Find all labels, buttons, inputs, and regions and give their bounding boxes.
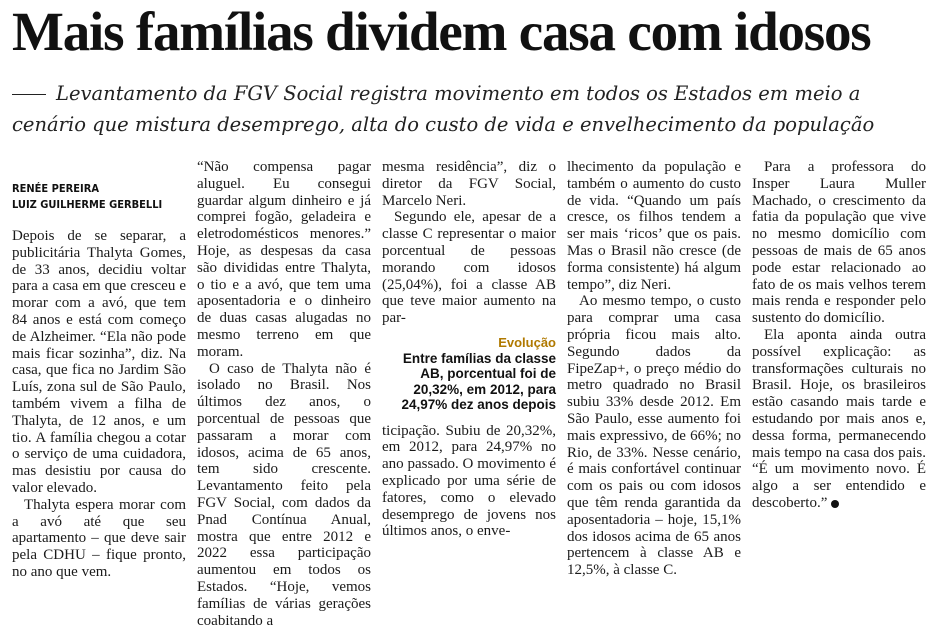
headline: Mais famílias dividem casa com idosos bbox=[12, 1, 871, 62]
paragraph: mesma residência”, diz o diretor da FGV Social, Marcelo Neri. bbox=[382, 159, 556, 209]
paragraph: lhecimento da população e também o aumento do custo de vida. “Quando um país cresce, os filhos tendem a ser mais ‘ricos’ que os pais. Mas o Brasil não cresce (de forma consistente) há algum tempo”, diz Neri. bbox=[567, 159, 741, 293]
highlight-text: Entre famílias da classe AB, porcentual foi de 20,32%, em 2012, para 24,97% dez anos depois bbox=[401, 350, 556, 413]
paragraph bbox=[752, 327, 926, 512]
paragraph: Thalyta espera morar com a avó até que seu apartamento – que deve sair pela CDHU – fique pronto, no ano que vem. bbox=[12, 496, 186, 580]
author-name: LUIZ GUILHERME GERBELLI bbox=[12, 198, 163, 211]
paragraph: O caso de Thalyta não é isolado no Brasil. Nos últimos dez anos, o porcentual de pessoas que passaram a morar com idosos, acima de 65 anos, tem sido crescente. Levantamento feito pela FGV Social, com dados da Pnad Contínua Anual, mostra que entre 2012 e 2022 essa participação aumentou em todos os Estados. “Hoje, vemos famílias de várias gerações coabitando a bbox=[197, 360, 371, 629]
paragraph: ticipação. Subiu de 20,32%, em 2012, para 24,97% no ano passado. O movimento é explicado por uma série de fatores, como o elevado desemprego de jovens nos últimos anos, o enve- bbox=[382, 422, 556, 540]
paragraph: Segundo ele, apesar de a classe C representar o maior porcentual de pessoas morando com idosos (25,04%), foi a classe AB que teve maior aumento na par- bbox=[382, 209, 556, 327]
highlight-kicker: Evolução bbox=[498, 334, 556, 350]
end-mark-icon bbox=[831, 500, 839, 508]
article-column-1 bbox=[12, 159, 186, 581]
author-name: RENÉE PEREIRA bbox=[12, 182, 99, 195]
paragraph: “Não compensa pagar aluguel. Eu consegui guardar algum dinheiro e já comprei fogão, geladeira e eletrodomésticos menores.” Hoje, as despesas da casa são divididas entre Thalyta, o tio e a avó, que tem uma aposentadoria e o dinheiro de duas casas alugadas no mesmo terreno em que moram. bbox=[197, 159, 371, 360]
article-column-4 bbox=[567, 159, 741, 579]
paragraph: Ao mesmo tempo, o custo para comprar uma casa própria ficou mais alto. Segundo dados da FipeZap+, o preço médio do metro quadrado no Brasil subiu 33% desde 2012. Em São Paulo, esse aumento foi mais expressivo, de 66%; no Rio, de 33%. Nesse cenário, é mais confortável continuar com os pais ou com idosos que têm renda garantida da aposentadoria – hoje, 15,1% dos idosos acima de 65 anos pertencem à classe AB e 12,5%, à classe C. bbox=[567, 293, 741, 579]
article-column-3 bbox=[382, 159, 556, 540]
subheadline-text: Levantamento da FGV Social registra movimento em todos os Estados em meio a cenário que mistura desemprego, alta do custo de vida e envelhecimento da população bbox=[12, 82, 875, 136]
highlight-box bbox=[382, 335, 556, 413]
article-column-2 bbox=[197, 159, 371, 629]
paragraph: Depois de se separar, a publicitária Thalyta Gomes, de 33 anos, decidiu voltar para a casa em que cresceu e morar com a avó, que tem 84 anos e está com começo de Alzheimer. “Ela não pode mais ficar sozinha”, diz. Na casa, que fica no Jardim São Luís, zona sul de São Paulo, também vivem a filha de Thalyta, de 12 anos, e um tio. A família chegou a cotar o serviço de uma cuidadora, mas desistiu por causa do valor elevado. bbox=[12, 228, 186, 496]
article-column-5 bbox=[752, 159, 926, 512]
dek-rule bbox=[12, 94, 46, 95]
paragraph: Para a professora do Insper Laura Muller Machado, o crescimento da fatia da população que vive no mesmo domicílio com pessoas de mais de 65 anos pode estar relacionado ao fato de os mais velhos terem mais renda e responder pelo sustento do domicílio. bbox=[752, 159, 926, 327]
paragraph-text: Ela aponta ainda outra possível explicação: as transformações culturais no Brasil. Hoje, os brasileiros estão casando mais tarde e estudando por mais anos e, dessa forma, permanecendo mais tempo na casa dos pais. “É um movimento novo. É algo a ser entendido e descoberto.” bbox=[752, 326, 926, 511]
subheadline bbox=[12, 78, 922, 140]
